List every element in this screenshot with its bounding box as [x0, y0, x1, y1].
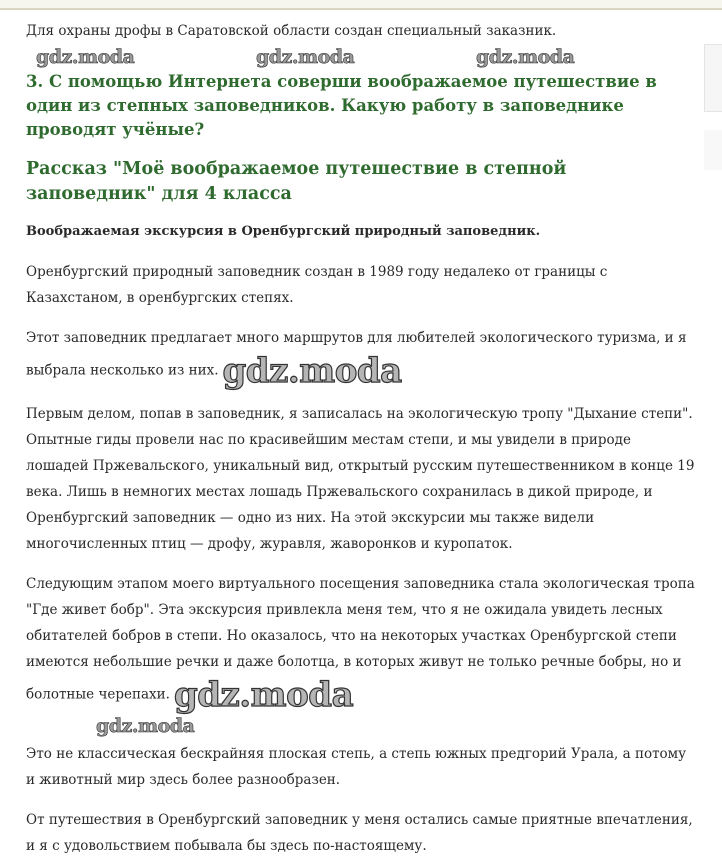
top-border: [0, 0, 722, 10]
watermark: gdz.moda: [476, 46, 575, 68]
paragraph: [26, 571, 696, 715]
paragraph: Оренбургский природный заповедник создан в 1989 году недалеко от границы с Казахстаном, в оренбургских степях.: [26, 264, 608, 306]
watermark: gdz.moda: [96, 715, 195, 737]
watermark: gdz.moda: [173, 675, 354, 715]
side-widget[interactable]: [704, 44, 722, 112]
paragraph: От путешествия в Оренбургский заповедник у меня остались самые приятные впечатления, и я с удовольствием побывала бы здесь по-настоящему.: [26, 812, 693, 854]
article: [26, 18, 696, 859]
paragraph: Это не классическая бескрайняя плоская степь, а степь южных предгорий Урала, а потому и животный мир здесь более разнообразен.: [26, 746, 687, 788]
intro-text: Для охраны дрофы в Саратовской области создан специальный заказник.: [26, 23, 557, 39]
side-widget-2: [704, 130, 722, 170]
subtitle: Воображаемая экскурсия в Оренбургский природный заповедник.: [26, 224, 541, 239]
paragraph-text: Этот заповедник предлагает много маршрутов для любителей экологического туризма, и я выбрала несколько из них.: [26, 330, 687, 379]
paragraph-text: Следующим этапом моего виртуального посещения заповедника стала экологическая тропа "Где живет бобр". Эта экскурсия привлекла меня тем, что я не ожидала увидеть лесных обитателей бобров в степи. Но оказалось, что на некоторых участках Оренбургской степи имеются небольшие речки и даже болотца, в которых живут не только речные бобры, но и болотные черепахи.: [26, 576, 695, 703]
watermark: gdz.moda: [222, 351, 402, 391]
story-title: Рассказ "Моё воображаемое путешествие в степной заповедник" для 4 класса: [26, 159, 567, 204]
paragraph: [26, 325, 696, 391]
question-heading: 3. С помощью Интернета соверши воображаемое путешествие в один из степных заповедников. Какую работу в заповеднике проводят учёные?: [26, 72, 657, 139]
paragraph: Первым делом, попав в заповедник, я записалась на экологическую тропу "Дыхание степи". Опытные гиды провели нас по красивейшим местам степи, и мы увидели в природе лошадей Пржевальского, уникальный вид, открытый русским путешественником в конце 19 века. Лишь в немногих местах лошадь Пржевальского сохранилась в дикой природе, и Оренбургский заповедник — одно из них. На этой экскурсии мы также видели многочисленных птиц — дрофу, журавля, жаворонков и куропаток.: [26, 406, 695, 552]
watermark: gdz.moda: [36, 46, 135, 68]
watermark: gdz.moda: [256, 46, 355, 68]
watermark-row: [36, 46, 696, 68]
